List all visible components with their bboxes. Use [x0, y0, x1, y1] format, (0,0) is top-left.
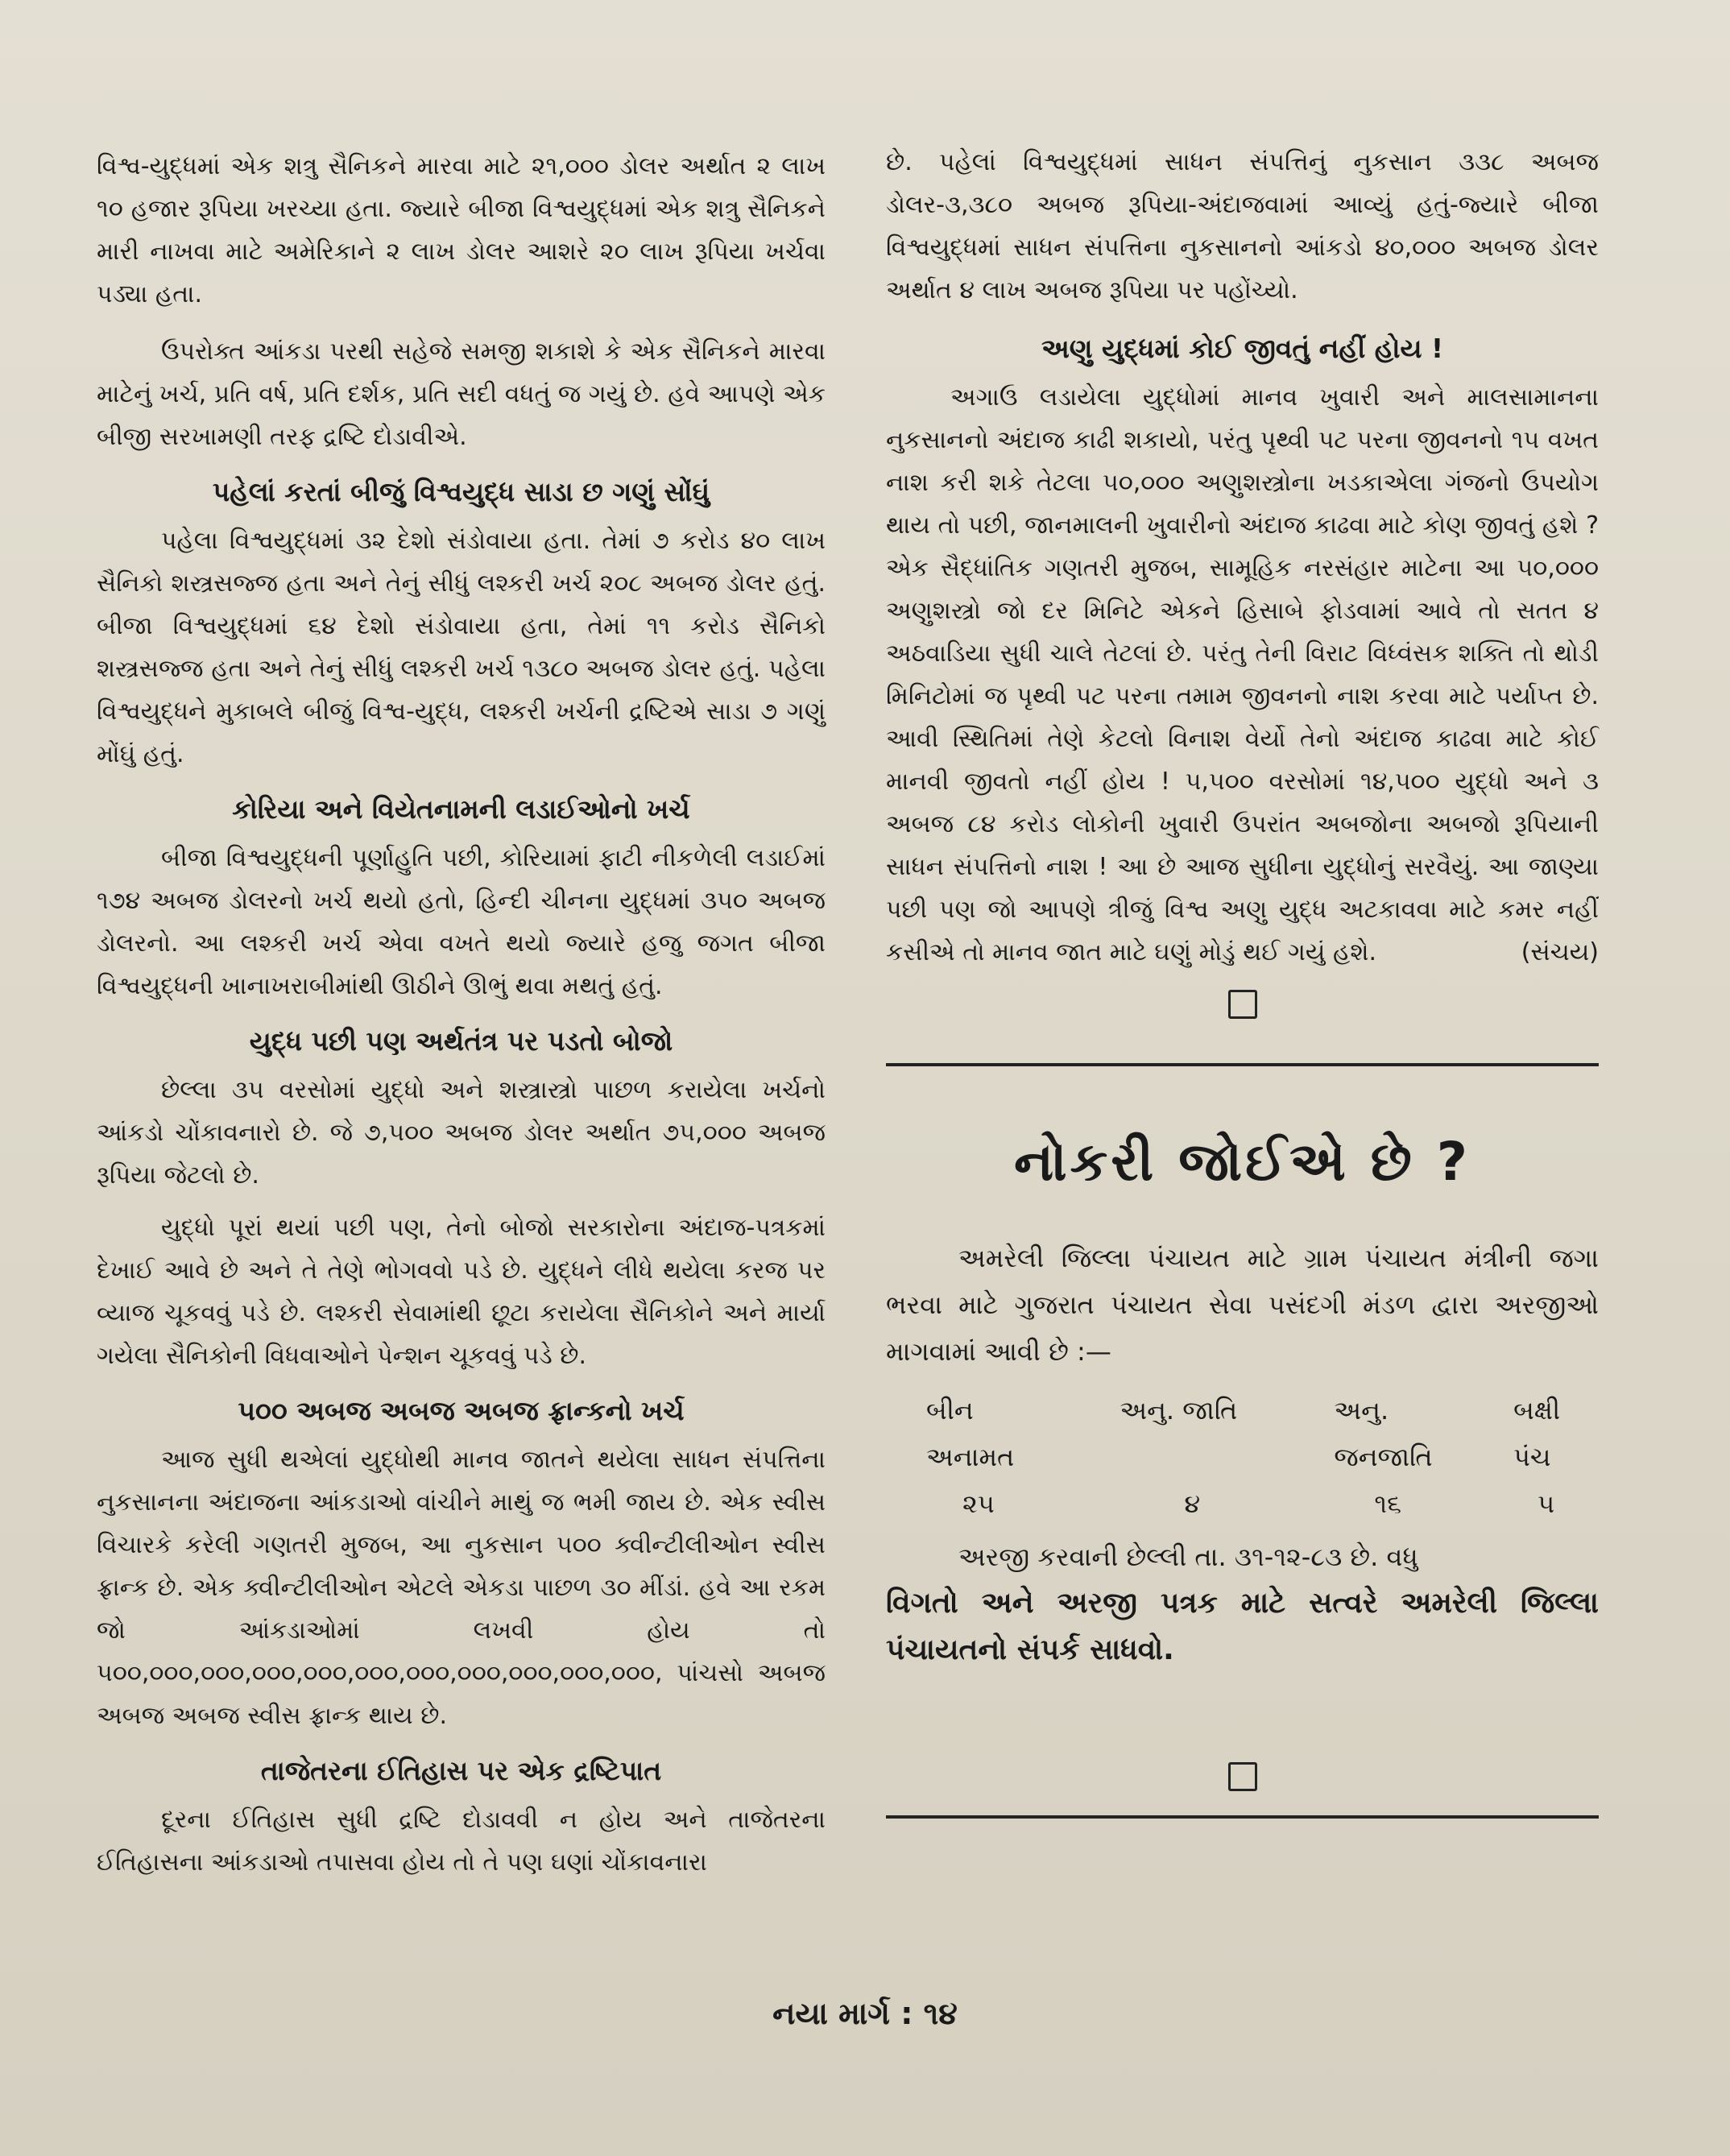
paragraph: અગાઉ લડાયેલા યુદ્ધોમાં માનવ ખુવારી અને માલસામાનના નુકસાનનો અંદાજ કાઢી શકાયો, પરંતુ પૃથ્વી પટ પરના જીવનનો ૧૫ વખત નાશ કરી શકે તેટલા ૫૦,૦૦૦ અણુશસ્ત્રોના ખડકાએલા ગંજનો ઉપયોગ થાય તો પછી, જાનમાલની ખુવારીનો અંદાજ કાઢવા માટે કોણ જીવતું હશે ? એક સૈદ્ધાંતિક ગણતરી મુજબ, સામૂહિક નરસંહાર માટેના આ ૫૦,૦૦૦ અણુશસ્ત્રો જો દર મિનિટે એકને હિસાબે ફોડવામાં આવે તો સતત ૪ અઠવાડિયા સુધી ચાલે તેટલાં છે. પરંતુ તેની વિરાટ વિધ્વંસક શક્તિ તો થોડી મિનિટોમાં જ પૃથ્વી પટ પરના તમામ જીવનનો નાશ કરવા માટે પર્યાપ્ત છે. આવી સ્થિતિમાં તેણે કેટલો વિનાશ વેર્યો તેનો અંદાજ કાઢવા માટે કોઈ માનવી જીવતો નહીં હોય ! ૫,૫૦૦ વરસોમાં ૧૪,૫૦૦ યુદ્ધો અને ૩ અબજ ૮૪ કરોડ લોકોની ખુવારી ઉપરાંત અબજોના અબજો રૂપિયાની સાધન સંપત્તિનો નાશ ! આ છે આજ સુધીના યુદ્ધોનું સરવૈયું. આ જાણ્યા પછી પણ જો આપણે ત્રીજું વિશ્વ અણુ યુદ્ધ અટકાવવા માટે કમર નહીં કસીએ તો માનવ જાત માટે ઘણું મોડું થઈ ગયું હશે.: [886, 383, 1599, 966]
table-header: અનુ.: [1334, 1394, 1389, 1426]
section-heading: પહેલાં કરતાં બીજું વિશ્વયુદ્ધ સાડા છ ગણું સોંઘું: [212, 476, 710, 507]
end-mark-icon: [1228, 990, 1257, 1019]
paragraph: ઉપરોક્ત આંકડા પરથી સહેજે સમજી શકાશે કે એક સૈનિકને મારવા માટેનું ખર્ચ, પ્રતિ વર્ષ, પ્રતિ દર્શક, પ્રતિ સદી વધતું જ ગયું છે. હવે આપણે એક બીજી સરખામણી તરફ દ્રષ્ટિ દોડાવીએ.: [97, 337, 826, 451]
section-heading: યુદ્ધ પછી પણ અર્થતંત્ર પર પડતો બોજો: [249, 1025, 673, 1057]
paragraph: છેલ્લા ૩૫ વરસોમાં યુદ્ધો અને શસ્ત્રાસ્ત્રો પાછળ કરાયેલા ખર્ચનો આંકડો ચોંકાવનારો છે. જે ૭,૫૦૦ અબજ ડોલર અર્થાત ૭૫,૦૦૦ અબજ રૂપિયા જેટલો છે.: [97, 1076, 826, 1190]
table-header: પંચ: [1513, 1441, 1551, 1472]
table-row: [886, 1480, 1599, 1527]
table-header: જનજાતિ: [1334, 1441, 1433, 1472]
ad-intro: અમરેલી જિલ્લા પંચાયત માટે ગ્રામ પંચાયત મંત્રીની જગા ભરવા માટે ગુજરાત પંચાયત સેવા પસંદગી મંડળ દ્વારા અરજીઓ માગવામાં આવી છે :—: [886, 1243, 1599, 1367]
section-heading: તાજેતરના ઈતિહાસ પર એક દ્રષ્ટિપાત: [260, 1755, 662, 1786]
divider: [886, 1063, 1599, 1066]
table-cell: ૧૬: [1374, 1488, 1402, 1519]
paragraph: આજ સુધી થએલાં યુદ્ધોથી માનવ જાતને થયેલા સાધન સંપત્તિના નુકસાનના અંદાજના આંકડાઓ વાંચીને માથું જ ભમી જાય છે. એક સ્વીસ વિચારકે કરેલી ગણતરી મુજબ, આ નુકસાન ૫૦૦ ક્વીન્ટીલીઓન સ્વીસ ફ્રાન્ક છે. એક ક્વીન્ટીલીઓન એટલે એકડા પાછળ ૩૦ મીંડાં. હવે આ રકમ જો આંકડાઓમાં લખવી હોય તો ૫૦૦,૦૦૦,૦૦૦,૦૦૦,૦૦૦,૦૦૦,૦૦૦,૦૦૦,૦૦૦,૦૦૦,૦૦૦, પાંચસો અબજ અબજ અબજ સ્વીસ ફ્રાન્ક થાય છે.: [97, 1446, 826, 1730]
ad-deadline: અરજી કરવાની છેલ્લી તા. ૩૧-૧૨-૮૩ છે. વધુ: [958, 1541, 1418, 1572]
signature: (સંચય): [1521, 938, 1599, 966]
table-cell: ૨૫: [962, 1488, 995, 1519]
paragraph: પહેલા વિશ્વયુદ્ધમાં ૩૨ દેશો સંડોવાયા હતા. તેમાં ૭ કરોડ ૪૦ લાખ સૈનિકો શસ્ત્રસજ્જ હતા અને તેનું સીધું લશ્કરી ખર્ચ ૨૦૮ અબજ ડોલર હતું. બીજા વિશ્વયુદ્ધમાં ૬૪ દેશો સંડોવાયા હતા, તેમાં ૧૧ કરોડ સૈનિકો શસ્ત્રસજ્જ હતા અને તેનું સીધું લશ્કરી ખર્ચ ૧૩૮૦ અબજ ડોલર હતું. પહેલા વિશ્વયુદ્ધને મુકાબલે બીજું વિશ્વ-યુદ્ધ, લશ્કરી ખર્ચની દ્રષ્ટિએ સાડા ૭ ગણું મોંઘું હતું.: [97, 527, 826, 768]
right-column: [886, 141, 1599, 1819]
table-header: [1120, 1434, 1334, 1480]
table-row: [886, 1387, 1599, 1434]
ad-title: નોકરી જોઈએ છે ?: [1013, 1131, 1471, 1193]
paragraph: છે. પહેલાં વિશ્વયુદ્ધમાં સાધન સંપત્તિનું નુકસાન ૩૩૮ અબજ ડોલર-૩,૩૮૦ અબજ રૂપિયા-અંદાજવામાં આવ્યું હતું-જ્યારે બીજા વિશ્વયુદ્ધમાં સાધન સંપત્તિના નુકસાનનો આંકડો ૪૦,૦૦૦ અબજ ડોલર અર્થાત ૪ લાખ અબજ રૂપિયા પર પહોંચ્યો.: [886, 148, 1599, 304]
table-cell: ૪: [1184, 1488, 1201, 1519]
table-header: બીન: [926, 1394, 974, 1426]
table-row: [886, 1434, 1599, 1480]
end-mark-icon: [1228, 1762, 1257, 1791]
paragraph: વિશ્વ-યુદ્ધમાં એક શત્રુ સૈનિકને મારવા માટે ૨૧,૦૦૦ ડોલર અર્થાત ૨ લાખ ૧૦ હજાર રૂપિયા ખરચ્યા હતા. જ્યારે બીજા વિશ્વયુદ્ધમાં એક શત્રુ સૈનિકને મારી નાખવા માટે અમેરિકાને ૨ લાખ ડોલર આશરે ૨૦ લાખ રૂપિયા ખર્ચવા પડ્યા હતા.: [97, 152, 826, 308]
left-column: [97, 145, 826, 1884]
table-header: બક્ષી: [1513, 1394, 1561, 1426]
vacancy-table: [886, 1387, 1599, 1527]
table-header: અનામત: [926, 1441, 1015, 1472]
table-header: અનુ. જાતિ: [1120, 1394, 1238, 1426]
section-heading: અણુ યુદ્ધમાં કોઈ જીવતું નહીં હોય !: [1041, 333, 1444, 364]
section-heading: કોરિયા અને વિયેતનામની લડાઈઓનો ખર્ચ: [232, 793, 690, 825]
paragraph: બીજા વિશ્વયુદ્ધની પૂર્ણાહુતિ પછી, કોરિયામાં ફાટી નીકળેલી લડાઈમાં ૧૭૪ અબજ ડોલરનો ખર્ચ થયો હતો, હિન્દી ચીનના યુદ્ધમાં ૩૫૦ અબજ ડોલરનો. આ લશ્કરી ખર્ચ એવા વખતે થયો જ્યારે હજુ જગત બીજા વિશ્વયુદ્ધની ખાનાખરાબીમાંથી ઊઠીને ઊભું થવા મથતું હતું.: [97, 844, 826, 1000]
page-footer: નયા માર્ગ : ૧૪: [772, 1996, 958, 2031]
section-heading: ૫૦૦ અબજ અબજ અબજ ફ્રાન્કનો ખર્ચ: [238, 1395, 685, 1426]
ad-contact: વિગતો અને અરજી પત્રક માટે સત્વરે અમરેલી જિલ્લા પંચાયતનો સંપર્ક સાધવો.: [886, 1587, 1599, 1666]
table-cell: ૫: [1538, 1488, 1555, 1519]
job-advertisement: [886, 1131, 1599, 1674]
paragraph: દૂરના ઈતિહાસ સુધી દ્રષ્ટિ દોડાવવી ન હોય અને તાજેતરના ઈતિહાસના આંકડાઓ તપાસવા હોય તો તે પણ ઘણાં ચોંકાવનારા: [97, 1806, 826, 1877]
divider: [886, 1815, 1599, 1819]
paragraph: યુદ્ધો પૂરાં થયાં પછી પણ, તેનો બોજો સરકારોના અંદાજ-પત્રકમાં દેખાઈ આવે છે અને તે તેણે ભોગવવો પડે છે. યુદ્ધને લીધે થયેલા કરજ પર વ્યાજ ચૂકવવું પડે છે. લશ્કરી સેવામાંથી છૂટા કરાયેલા સૈનિકોને અને માર્યા ગયેલા સૈનિકોની વિધવાઓને પેન્શન ચૂકવવું પડે છે.: [97, 1214, 826, 1370]
